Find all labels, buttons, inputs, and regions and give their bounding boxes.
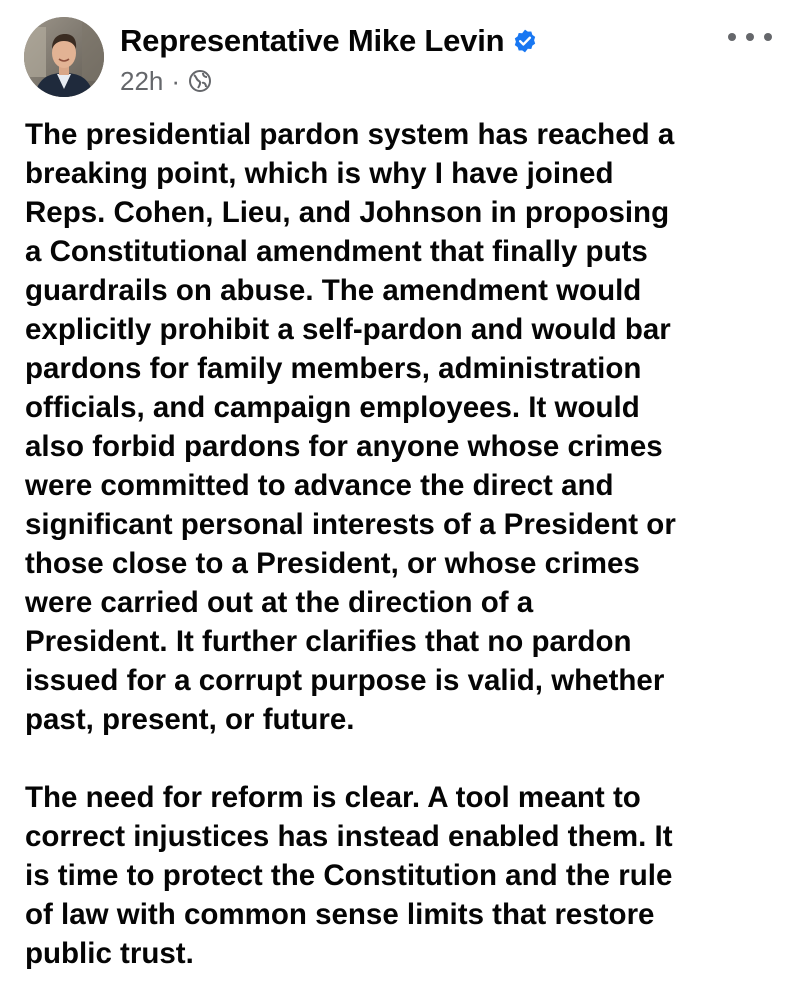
post-header: [24, 17, 776, 99]
post-timestamp[interactable]: 22h: [120, 65, 164, 96]
more-horizontal-icon-dot: [764, 33, 772, 41]
post-paragraph: The need for reform is clear. A tool meant to correct injustices has instead enabled them. It is time to protect the Constitution and the rule of law with common sense limits that restore public trust.: [25, 781, 673, 970]
more-options-button[interactable]: [728, 23, 772, 51]
post-meta: [120, 65, 538, 97]
meta-separator: ·: [171, 65, 181, 96]
avatar[interactable]: [24, 17, 104, 97]
author-block: [120, 21, 538, 97]
verified-badge-icon: [512, 28, 538, 54]
author-name[interactable]: Representative Mike Levin: [120, 23, 505, 58]
post-paragraph: The presidential pardon system has reached a breaking point, which is why I have joined Reps. Cohen, Lieu, and Johnson in proposing a Constitutional amendment that finally puts guardrails on abuse. The amendment would explicitly prohibit a self-pardon and would bar pardons for family members, administration officials, and campaign employees. It would also forbid pardons for anyone whose crimes were committed to advance the direct and significant personal interests of a President or those close to a President, or whose crimes were carried out at the direction of a President. It further clarifies that no pardon issued for a corrupt purpose is valid, whether past, present, or future.: [25, 118, 676, 736]
more-horizontal-icon-dot: [746, 33, 754, 41]
globe-icon[interactable]: [188, 69, 212, 93]
author-row: [120, 21, 538, 61]
more-horizontal-icon: [728, 33, 736, 41]
profile-photo-icon: [24, 17, 104, 97]
post-text: [25, 115, 777, 973]
